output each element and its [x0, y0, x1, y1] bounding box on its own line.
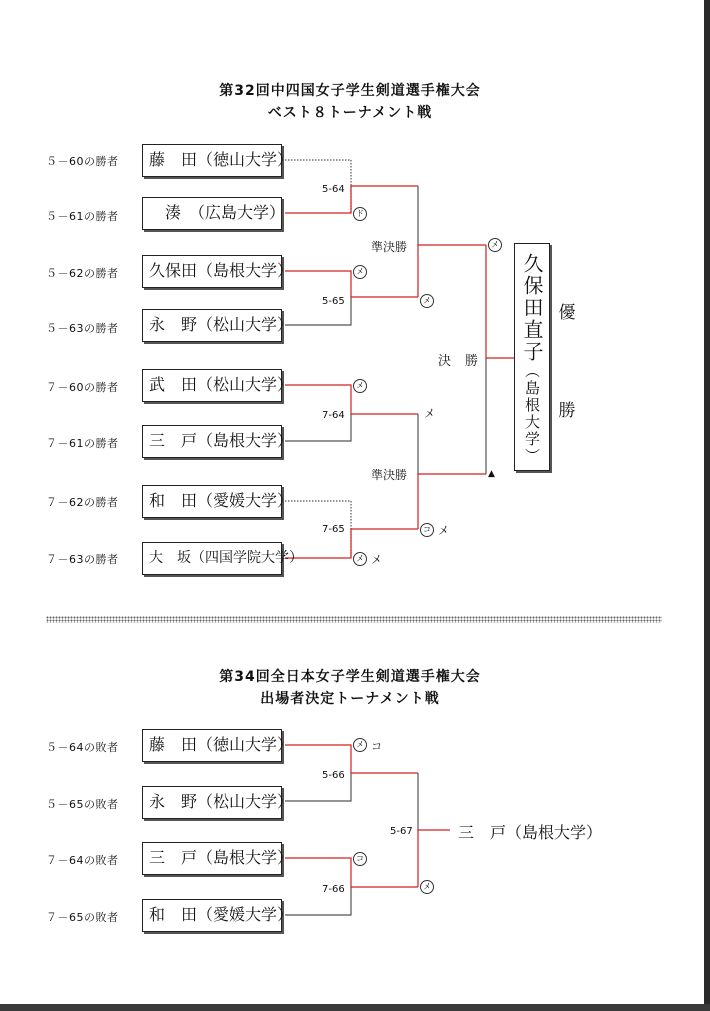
t1-seed-3: ５－62の勝者: [46, 267, 119, 280]
line-t2-final-winner: [418, 830, 450, 887]
t1-player-1: 藤 田（徳山大学）: [142, 144, 282, 177]
t1-champion-name: 久保田直子: [520, 253, 544, 363]
line-qf4-winner: [285, 529, 418, 558]
t2-match-label-2: 7-66: [322, 884, 345, 895]
t2-player-4: 和 田（愛媛大学）: [142, 899, 282, 932]
t2-player-1: 藤 田（徳山大学）: [142, 729, 282, 762]
tournament2-title: 第34回全日本女子学生剣道選手権大会: [219, 669, 481, 685]
t1-match-label-4: 7-65: [322, 524, 345, 535]
t2-match-label-3: 5-67: [390, 826, 413, 837]
t2-score-mark-2: コ: [353, 852, 367, 866]
t2-seed-3: ７－64の敗者: [46, 854, 119, 867]
t1-score-mark-1: ド: [353, 207, 367, 221]
t2-seed-1: ５－64の敗者: [46, 741, 119, 754]
t1-seed-6: ７－61の勝者: [46, 437, 119, 450]
t2-match-label-1: 5-66: [322, 770, 345, 781]
line-t2-m2-winner: [285, 858, 418, 887]
t1-player-6: 三 戸（島根大学）: [142, 425, 282, 458]
t1-score-mark-3: メ: [420, 294, 434, 308]
line-sf1-winner: [418, 245, 486, 297]
t2-score-mark-1b: コ: [371, 740, 382, 753]
t1-player-4: 永 野（松山大学）: [142, 309, 282, 342]
t1-player-5: 武 田（松山大学）: [142, 369, 282, 402]
t1-seed-5: ７－60の勝者: [46, 381, 119, 394]
t1-score-mark-7b: メ: [438, 524, 449, 537]
t2-player-3: 三 戸（島根大学）: [142, 842, 282, 875]
t2-result: 三 戸（島根大学）: [458, 823, 603, 842]
t1-score-mark-6: メ: [488, 238, 502, 252]
t1-player-3: 久保田（島根大学）: [142, 255, 282, 288]
t1-player-2: 湊 （広島大学）: [142, 197, 282, 230]
tournament2-subtitle: 出場者決定トーナメント戦: [260, 691, 440, 707]
t1-seed-7: ７－62の勝者: [46, 496, 119, 509]
line-t2-m1-winner: [285, 745, 418, 773]
t1-champion-school: （島根大学）: [523, 363, 541, 465]
line-qf2-winner: [285, 271, 418, 297]
t2-player-2: 永 野（松山大学）: [142, 786, 282, 819]
t1-match-label-3: 7-64: [322, 410, 345, 421]
t1-seed-8: ７－63の勝者: [46, 553, 119, 566]
t1-semifinal-label-2: 準決勝: [371, 468, 408, 482]
t1-score-mark-5: メ: [424, 407, 435, 420]
line-final-winner: [486, 245, 514, 358]
t1-score-mark-2: メ: [353, 265, 367, 279]
t1-player-8: 大 坂（四国学院大学）: [142, 542, 282, 575]
t1-final-label: 決勝: [438, 354, 493, 369]
line-sf2-winner: [418, 474, 486, 529]
t1-seed-1: ５－60の勝者: [46, 155, 119, 168]
t1-seed-2: ５－61の勝者: [46, 210, 119, 223]
t1-score-mark-10: ▲: [488, 469, 495, 479]
t1-champion-word-1: 優: [558, 303, 576, 323]
section-divider: [46, 616, 662, 623]
t1-semifinal-label-1: 準決勝: [371, 240, 408, 254]
t1-score-mark-8b: メ: [371, 553, 382, 566]
line-qf1-winner: [285, 186, 418, 213]
t2-score-mark-1: メ: [353, 738, 367, 752]
t1-match-label-2: 5-65: [322, 296, 345, 307]
t2-seed-4: ７－65の敗者: [46, 911, 119, 924]
t1-score-mark-4: メ: [353, 379, 367, 393]
line-qf3-winner: [285, 385, 418, 414]
t1-champion-word-2: 勝: [558, 401, 576, 421]
t1-champion-box: [514, 243, 550, 471]
t1-score-mark-7: コ: [420, 523, 434, 537]
t1-seed-4: ５－63の勝者: [46, 322, 119, 335]
t1-match-label-1: 5-64: [322, 184, 345, 195]
t2-score-mark-3: メ: [420, 880, 434, 894]
tournament1-subtitle: ベスト８トーナメント戦: [267, 105, 433, 121]
tournament1-title: 第32回中四国女子学生剣道選手権大会: [219, 83, 481, 99]
t2-seed-2: ５－65の敗者: [46, 798, 119, 811]
t1-player-7: 和 田（愛媛大学）: [142, 485, 282, 518]
t1-score-mark-8: メ: [353, 552, 367, 566]
